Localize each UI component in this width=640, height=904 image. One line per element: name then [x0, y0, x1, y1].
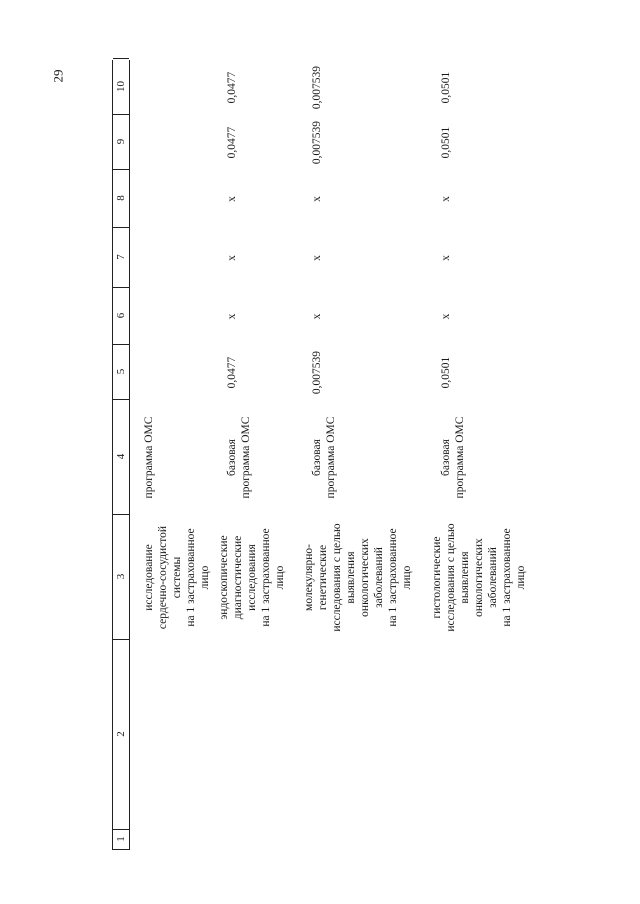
text-line: генетические — [317, 544, 329, 611]
row-2-col-6: x — [226, 313, 238, 320]
row-4-col-7: x — [440, 255, 452, 261]
text-line: выявления — [345, 551, 357, 604]
text-line: на 1 застрахованное — [501, 528, 513, 627]
row-3-col-10: 0,007539 — [311, 65, 323, 110]
text-line: лицо — [401, 565, 413, 590]
text-line: молекулярно- — [303, 544, 315, 611]
header-cell-10: 10 — [113, 58, 129, 115]
text-line: онкологических — [359, 538, 371, 617]
text-line: исследования с целью — [445, 523, 457, 632]
header-cell-9: 9 — [113, 114, 129, 170]
text-line: базовая — [311, 439, 323, 476]
text-line: базовая — [226, 439, 238, 476]
row-4-description — [430, 515, 528, 640]
text-line: на 1 застрахованное — [185, 528, 197, 627]
text-line: лицо — [199, 565, 211, 590]
header-cell-1: 1 — [113, 829, 129, 850]
text-line: гистологические — [431, 536, 443, 619]
text-line: на 1 застрахованное — [387, 528, 399, 627]
text-line: исследования — [246, 544, 258, 611]
row-2-description — [217, 515, 287, 640]
table — [112, 60, 532, 850]
header-cell-2: 2 — [113, 639, 129, 830]
header-cell-5: 5 — [113, 344, 129, 400]
row-3-col-8: x — [311, 196, 323, 202]
header-cell-3: 3 — [113, 514, 129, 640]
text-line: заболеваний — [487, 547, 499, 608]
text-line: на 1 застрахованное — [260, 528, 272, 627]
text-line: исследования с целью — [331, 523, 343, 632]
row-2-col-10: 0,0477 — [226, 71, 238, 104]
text-line: программа ОМС — [240, 416, 252, 499]
text-line: заболеваний — [373, 547, 385, 608]
header-cell-8: 8 — [113, 169, 129, 228]
text-line: диагностические — [232, 535, 244, 620]
row-4-col-9: 0,0501 — [440, 126, 452, 159]
row-3-description — [302, 515, 414, 640]
text-line: выявления — [459, 551, 471, 604]
header-cell-4: 4 — [113, 399, 129, 515]
row-2-col-9: 0,0477 — [226, 126, 238, 159]
row-2-program — [225, 400, 253, 515]
text-line: программа ОМС — [454, 416, 466, 499]
row-3-col-5: 0,007539 — [311, 350, 323, 395]
text-line: онкологических — [473, 538, 485, 617]
text-line: базовая — [440, 439, 452, 476]
text-line: эндоскопические — [218, 535, 230, 620]
page-number: 29 — [50, 69, 66, 83]
text-line: программа ОМС — [325, 416, 337, 499]
row-4-program — [439, 400, 467, 515]
header-cell-6: 6 — [113, 287, 129, 345]
row-3-program — [310, 400, 338, 515]
text-line: сердечно-сосудистой — [157, 525, 169, 630]
header-cell-7: 7 — [113, 227, 129, 288]
row-2-col-8: x — [226, 196, 238, 202]
text-line: исследование — [143, 544, 155, 611]
text-line: лицо — [515, 565, 527, 590]
row-3-col-7: x — [311, 255, 323, 261]
text-line: системы — [171, 556, 183, 599]
row-3-col-9: 0,007539 — [311, 120, 323, 165]
text-line: лицо — [274, 565, 286, 590]
row-4-col-6: x — [440, 313, 452, 320]
row-3-col-6: x — [311, 313, 323, 320]
row-4-col-10: 0,0501 — [440, 71, 452, 104]
row-1-description — [142, 515, 212, 640]
text-line: программа ОМС — [143, 416, 155, 499]
row-4-col-8: x — [440, 196, 452, 202]
table-header-row — [112, 60, 130, 850]
row-1-program — [142, 400, 156, 515]
row-2-col-5: 0,0477 — [226, 356, 238, 389]
row-4-col-5: 0,0501 — [440, 356, 452, 389]
row-2-col-7: x — [226, 255, 238, 261]
